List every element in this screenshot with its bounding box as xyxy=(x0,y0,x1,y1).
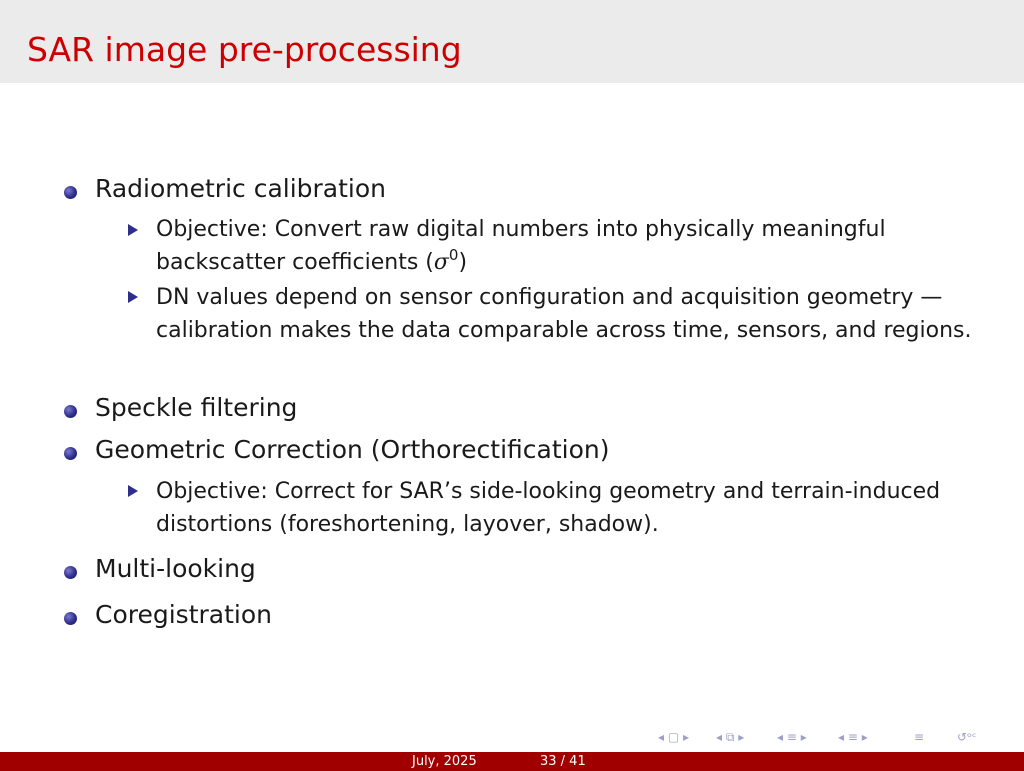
sigma-symbol: σ xyxy=(433,250,449,275)
bullet-icon xyxy=(64,612,77,625)
sub-list-item: DN values depend on sensor configuration and acquisition geometry — calibration makes the data comparable across time, sensors, and regions. xyxy=(156,285,972,343)
triangle-bullet-icon xyxy=(128,291,138,303)
first-frame-icon[interactable]: ◂ ▢ ▸ xyxy=(658,730,690,744)
list-item: Speckle filtering xyxy=(95,393,298,422)
sub-item-text-end: ) xyxy=(458,250,468,275)
subsection-icon[interactable]: ◂ ≡ ▸ xyxy=(838,730,868,744)
list-item: Geometric Correction (Orthorectification) xyxy=(95,435,610,464)
footer-bar xyxy=(0,752,1024,771)
list-item: Radiometric calibration xyxy=(95,174,387,203)
prev-frame-icon[interactable]: ◂ ≡ ▸ xyxy=(777,730,807,744)
list-item: Multi-looking xyxy=(95,554,256,583)
title-bar xyxy=(0,0,1024,83)
page-number: 33 / 41 xyxy=(540,754,586,769)
superscript: 0 xyxy=(448,246,459,264)
bullet-icon xyxy=(64,186,77,199)
sub-item-text: Objective: Convert raw digital numbers into physically meaningful backscatter coefficients ( xyxy=(156,217,886,275)
bullet-icon xyxy=(64,447,77,460)
triangle-bullet-icon xyxy=(128,485,138,497)
section-icon[interactable]: ≡ xyxy=(914,730,925,744)
frame-icon[interactable]: ◂ ⧉ ▸ xyxy=(716,730,745,744)
bullet-icon xyxy=(64,405,77,418)
list-item: Coregistration xyxy=(95,600,272,629)
search-icon[interactable]: ↺ᵒᶜ xyxy=(957,730,977,744)
triangle-bullet-icon xyxy=(128,224,138,236)
bullet-icon xyxy=(64,566,77,579)
sub-list-item: Objective: Correct for SAR’s side-looking geometry and terrain-induced distortions (foreshortening, layover, shadow). xyxy=(156,479,941,537)
footer-date: July, 2025 xyxy=(412,754,477,769)
page-title: SAR image pre-processing xyxy=(27,30,462,69)
sub-list-item xyxy=(156,213,1001,279)
